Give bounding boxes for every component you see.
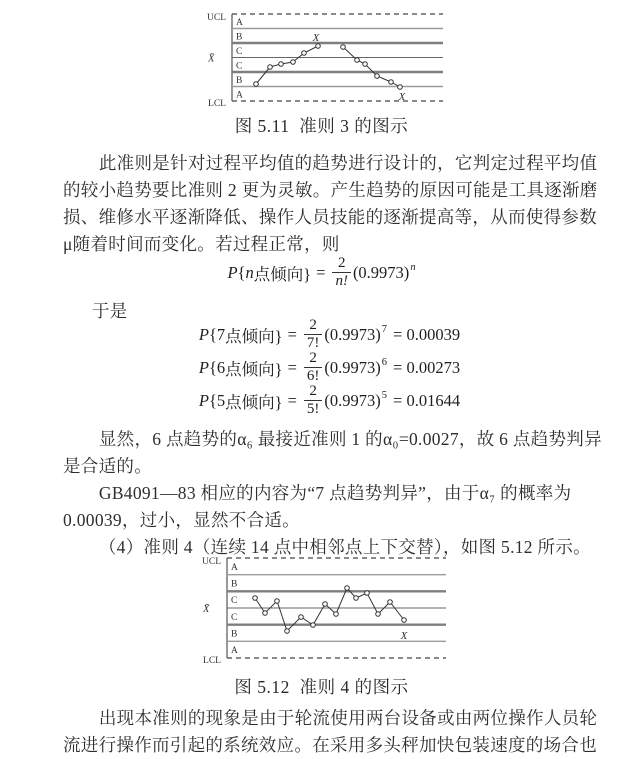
- data-point: [316, 44, 321, 49]
- fraction: $\frac{2}{5!}$: [304, 383, 323, 418]
- figure-5-11: [194, 4, 456, 116]
- centerline-label: X̄: [208, 53, 215, 65]
- zone-label: B: [231, 579, 238, 590]
- zone-label: A: [231, 562, 238, 573]
- formula-5-trend: P { 5 点倾向} = $\frac{2}{5!}$ (0.9973) 5 = 0.01644: [198, 383, 461, 417]
- paragraph-3-line-1: 出现本准则的现象是由于轮流使用两台设备或由两位操作人员轮: [98, 708, 598, 728]
- data-point: [402, 618, 407, 623]
- data-point: [365, 591, 370, 596]
- paragraph-1-line-2: 的较小趋势要比准则 2 更为灵敏。产生趋势的原因可能是工具逐渐磨: [63, 180, 598, 200]
- data-point: [355, 58, 360, 63]
- formula-result: = 0.01644: [393, 390, 461, 410]
- data-point: [375, 74, 380, 79]
- paragraph-3-line-2: 流进行操作而引起的系统效应。在采用多头秤加快包装速度的场合也: [63, 735, 597, 755]
- ucl-label: UCL: [202, 557, 221, 567]
- conjunction-yushi: 于是: [92, 301, 128, 321]
- annotation-x: X: [398, 91, 406, 103]
- fraction: $\frac{2}{n!}$: [332, 255, 351, 290]
- data-point: [311, 623, 316, 628]
- control-chart-rule3: [194, 4, 456, 116]
- data-point: [291, 60, 296, 65]
- data-point: [275, 599, 280, 604]
- data-point: [341, 45, 346, 50]
- zone-label: C: [231, 596, 238, 607]
- formula-result: = 0.00273: [393, 357, 461, 377]
- data-point: [376, 612, 381, 617]
- paragraph-2: [63, 426, 602, 561]
- ucl-label: UCL: [207, 13, 226, 23]
- control-chart-rule4: [194, 555, 466, 670]
- data-point: [263, 611, 268, 616]
- formula-7-trend: P { 7 点倾向} = $\frac{2}{7!}$ (0.9973) 7 = 0.00039: [198, 317, 461, 351]
- paragraph-2-line-1: 显然，6 点趋势的α₆ 最接近准则 1 的α₀=0.0027，故 6 点趋势判异: [98, 429, 602, 449]
- zone-label: A: [236, 17, 243, 28]
- figure-5-12: [194, 555, 466, 670]
- data-point: [334, 612, 339, 617]
- paragraph-2-line-2: 是合适的。: [63, 456, 152, 476]
- data-point: [254, 82, 259, 87]
- fraction: $\frac{2}{7!}$: [304, 317, 323, 352]
- data-point: [354, 596, 359, 601]
- paragraph-1-line-4: μ随着时间而变化。若过程正常，则: [63, 234, 340, 254]
- centerline-label: X̄: [203, 604, 210, 615]
- data-series: [256, 46, 318, 84]
- formula-list: [0, 318, 643, 417]
- zone-label: B: [231, 629, 238, 640]
- data-point: [268, 65, 273, 70]
- zone-label: C: [236, 46, 243, 57]
- data-point: [299, 615, 304, 620]
- data-point: [302, 51, 307, 56]
- data-point: [345, 586, 350, 591]
- data-point: [285, 629, 290, 634]
- zone-label: A: [231, 646, 238, 657]
- formula-n-trend-block: [0, 256, 643, 289]
- annotation-x: X: [400, 630, 408, 642]
- paragraph-1-line-1: 此准则是针对过程平均值的趋势进行设计的，它判定过程平均值: [98, 153, 598, 173]
- zone-label: C: [236, 61, 243, 72]
- data-point: [388, 600, 393, 605]
- data-point: [363, 62, 368, 67]
- paragraph-2-line-5: （4）准则 4（连续 14 点中相邻点上下交替），如图 5.12 所示。: [98, 537, 591, 557]
- data-point: [398, 85, 403, 90]
- zone-label: B: [236, 32, 243, 43]
- formula-p-symbol: P: [227, 262, 238, 282]
- zone-label: A: [236, 90, 243, 101]
- lcl-label: LCL: [208, 99, 226, 109]
- formula-result: = 0.00039: [393, 324, 461, 344]
- paragraph-2-line-3: GB4091—83 相应的内容为“7 点趋势判异”，由于α₇ 的概率为: [98, 483, 572, 503]
- data-point: [323, 602, 328, 607]
- annotation-x: X: [312, 32, 320, 44]
- paragraph-1-line-3: 损、维修水平逐渐降低、操作人员技能的逐渐提高等，从而使得参数: [63, 207, 597, 227]
- data-point: [253, 596, 258, 601]
- formula-6-trend: P { 6 点倾向} = $\frac{2}{6!}$ (0.9973) 6 = 0.00273: [198, 350, 461, 384]
- zone-label: B: [236, 75, 243, 86]
- figure-caption-5-11: 图 5.11 准则 3 的图示: [234, 116, 409, 136]
- paragraph-1: [63, 150, 598, 258]
- lcl-label: LCL: [203, 656, 221, 666]
- figure-caption-5-12: 图 5.12 准则 4 的图示: [234, 677, 409, 697]
- zone-label: C: [231, 612, 238, 623]
- data-point: [389, 80, 394, 85]
- fraction: $\frac{2}{6!}$: [304, 350, 323, 385]
- paragraph-2-line-4: 0.00039，过小，显然不合适。: [63, 510, 300, 530]
- data-point: [279, 62, 284, 67]
- paragraph-3: [63, 705, 598, 759]
- formula-n-trend: P { n 点倾向} = $\frac{2}{n!}$ (0.9973) n: [227, 255, 416, 289]
